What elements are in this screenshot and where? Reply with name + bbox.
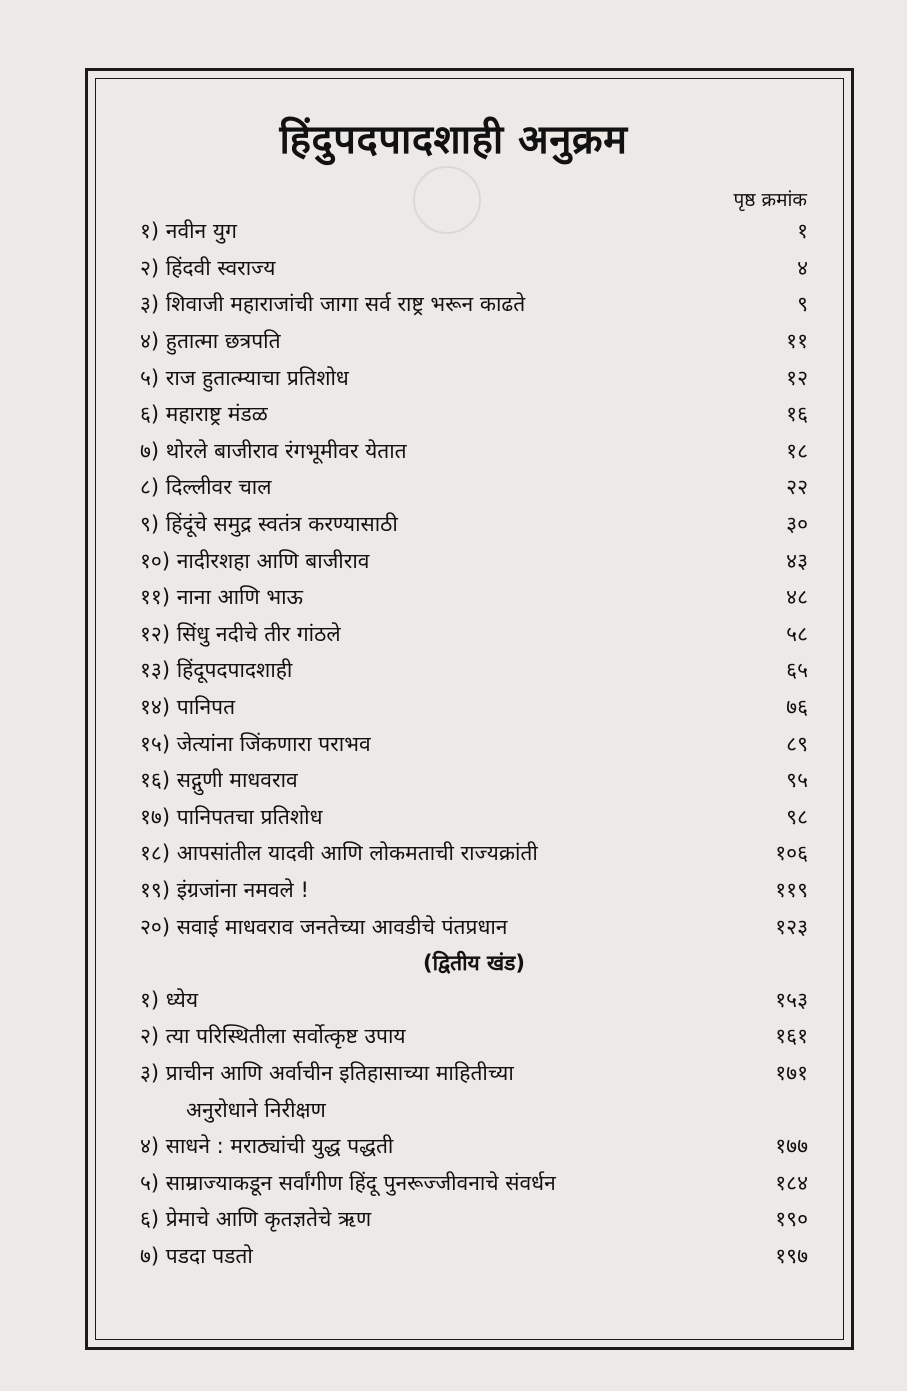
- toc-entry: [140, 396, 808, 433]
- toc-entry: [140, 323, 808, 360]
- toc-entry: [140, 1128, 808, 1165]
- toc-entry-page: ९: [797, 292, 808, 317]
- toc-entry: [140, 1018, 808, 1055]
- toc-entry-title: ६) महाराष्ट्र मंडळ: [140, 402, 268, 427]
- toc-entry: [140, 908, 808, 945]
- toc-entry-page: १८: [786, 438, 808, 463]
- toc-entry-title: १०) नादीरशहा आणि बाजीराव: [140, 548, 370, 573]
- toc-entry-title: १७) पानिपतचा प्रतिशोध: [140, 804, 323, 829]
- part-one-list: [140, 213, 808, 945]
- toc-entry: [140, 433, 808, 470]
- toc-entry-title: ७) थोरले बाजीराव रंगभूमीवर येतात: [140, 438, 407, 463]
- page-title: हिंदुपदपादशाही अनुक्रम: [279, 117, 628, 163]
- toc-entry-title: २) हिंदवी स्वराज्य: [140, 255, 276, 280]
- toc-entry-page: १९०: [775, 1207, 808, 1232]
- toc-entry-page: १९७: [775, 1243, 808, 1268]
- toc-entry-page: १: [797, 219, 808, 244]
- toc-entry: [140, 542, 808, 579]
- toc-entry: [140, 1201, 808, 1238]
- toc-entry-title: ९) हिंदूंचे समुद्र स्वतंत्र करण्यासाठी: [140, 512, 398, 537]
- toc-entry: [140, 469, 808, 506]
- toc-entry: [140, 616, 808, 653]
- toc-entry: [140, 1238, 808, 1275]
- toc-entry-title: १५) जेत्यांना जिंकणारा पराभव: [140, 731, 371, 756]
- toc-entry-title: १) ध्येय: [140, 987, 199, 1012]
- toc-entry: [140, 1055, 808, 1092]
- toc-entry: [140, 835, 808, 872]
- toc-entry-page: १५३: [775, 987, 808, 1012]
- toc-entry-page: ११: [786, 329, 808, 354]
- toc-entry-page: १६: [786, 402, 808, 427]
- toc-entry-page: ८९: [786, 731, 808, 756]
- toc-entry-page: ९८: [786, 804, 808, 829]
- toc-entry: [140, 872, 808, 909]
- toc-entry-page: ११९: [775, 877, 808, 902]
- part-two-list: [140, 981, 808, 1274]
- toc-entry-page: १७१: [775, 1060, 808, 1085]
- toc-entry: [140, 981, 808, 1018]
- page-number-header: पृष्ठ क्रमांक: [733, 189, 807, 211]
- toc-entry: [140, 1091, 808, 1128]
- toc-entry: [140, 579, 808, 616]
- toc-entry-page: ९५: [786, 768, 808, 793]
- toc-entry-title: अनुरोधाने निरीक्षण: [186, 1097, 326, 1122]
- toc-entry-title: ६) प्रेमाचे आणि कृतज्ञतेचे ऋण: [140, 1207, 372, 1232]
- toc-entry-title: ५) राज हुतात्म्याचा प्रतिशोध: [140, 365, 349, 390]
- toc-entry-title: २०) सवाई माधवराव जनतेच्या आवडीचे पंतप्रधान: [140, 914, 508, 939]
- toc-entry-page: ७६: [786, 695, 808, 720]
- toc-entry: [140, 725, 808, 762]
- toc-entry-title: १६) सद्गुणी माधवराव: [140, 768, 298, 793]
- toc-entry-title: १४) पानिपत: [140, 695, 236, 720]
- toc-entry-page: १६१: [775, 1024, 808, 1049]
- toc-entry: [140, 762, 808, 799]
- section-heading: (द्वितीय खंड): [422, 951, 526, 976]
- toc-entry-title: ३) प्राचीन आणि अर्वाचीन इतिहासाच्या माहितीच्या: [140, 1060, 514, 1085]
- toc-entry-page: १०६: [775, 841, 808, 866]
- toc-entry-page: २२: [786, 475, 808, 500]
- toc-entry-title: १८) आपसांतील यादवी आणि लोकमताची राज्यक्रांती: [140, 841, 538, 866]
- toc-entry: [140, 286, 808, 323]
- toc-entry: [140, 799, 808, 836]
- toc-entry-title: ८) दिल्लीवर चाल: [140, 475, 272, 500]
- toc-entry-page: १२: [786, 365, 808, 390]
- toc-entry: [140, 359, 808, 396]
- toc-entry-title: ७) पडदा पडतो: [140, 1243, 253, 1268]
- toc-entry-page: ३०: [786, 512, 808, 537]
- toc-entry-title: ११) नाना आणि भाऊ: [140, 585, 304, 610]
- toc-entry: [140, 652, 808, 689]
- toc-entry-page: ५८: [786, 621, 808, 646]
- table-of-contents: [140, 213, 808, 1274]
- toc-entry-page: ४३: [786, 548, 808, 573]
- toc-entry-title: ३) शिवाजी महाराजांची जागा सर्व राष्ट्र भरून काढते: [140, 292, 526, 317]
- toc-entry-title: १२) सिंधु नदीचे तीर गांठले: [140, 621, 341, 646]
- toc-entry-title: ४) साधने : मराठ्यांची युद्ध पद्धती: [140, 1134, 394, 1159]
- toc-entry-page: ४: [797, 255, 808, 280]
- toc-entry: [140, 689, 808, 726]
- toc-entry-title: १३) हिंदूपदपादशाही: [140, 658, 293, 683]
- toc-entry-page: ६५: [786, 658, 808, 683]
- toc-entry: [140, 250, 808, 287]
- toc-entry-page: १८४: [775, 1170, 808, 1195]
- toc-entry-page: ४८: [786, 585, 808, 610]
- toc-entry-page: १२३: [775, 914, 808, 939]
- toc-entry-title: १) नवीन युग: [140, 219, 237, 244]
- toc-entry-title: २) त्या परिस्थितीला सर्वोत्कृष्ट उपाय: [140, 1024, 406, 1049]
- toc-entry: [140, 1164, 808, 1201]
- toc-entry: [140, 506, 808, 543]
- toc-entry-title: ५) साम्राज्याकडून सर्वांगीण हिंदू पुनरूज्जीवनाचे संवर्धन: [140, 1170, 556, 1195]
- toc-entry: [140, 213, 808, 250]
- toc-entry-title: १९) इंग्रजांना नमवले !: [140, 877, 309, 902]
- toc-entry-page: १७७: [775, 1134, 808, 1159]
- toc-entry-title: ४) हुतात्मा छत्रपति: [140, 329, 281, 354]
